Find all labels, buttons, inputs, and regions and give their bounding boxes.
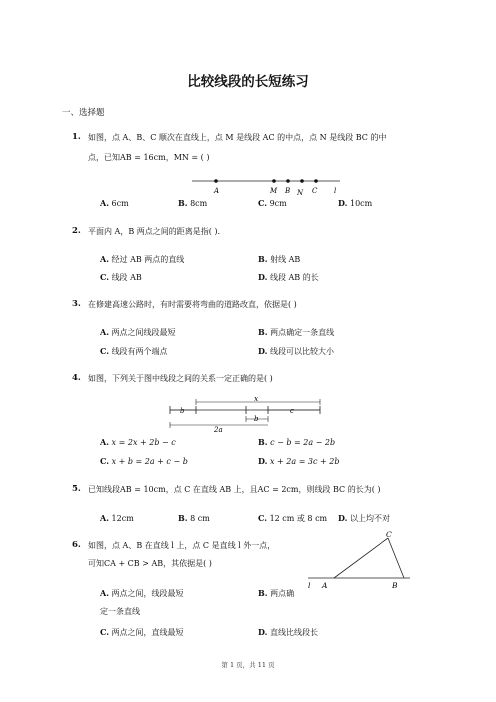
q2-option-b[interactable]: B. 射线 AB [258,254,301,264]
page-footer: 第 1 页，共 11 页 [221,661,275,669]
q6-figure [300,530,414,592]
q4-label-2a: 2a [214,426,223,433]
q3-line1: 在修建高速公路时，有时需要将弯曲的道路改直，依据是( ) [88,300,297,309]
q6-segment-ac [334,538,388,578]
q1-option-a[interactable]: A. 6cm [100,198,129,208]
q1-point-m [272,179,276,183]
page-title: 比较线段的长短练习 [187,74,309,90]
q4-option-b[interactable]: B. c − b = 2a − 2b [258,437,336,447]
q1-option-c[interactable]: C. 9cm [258,198,287,208]
q1-line1: 如图，点 A、B、C 顺次在直线上，点 M 是线段 AC 的中点，点 N 是线段 BC 的中 [88,133,387,142]
q2-number: 2. [72,226,81,236]
q6-label-l: l [308,581,311,590]
q1-point-c [314,179,318,183]
q4-label-x: x [254,394,259,403]
q1-label-b: B [285,187,291,195]
q4-line1: 如图，下列关于图中线段之间的关系一定正确的是( ) [88,374,273,383]
q4-label-b: b [180,407,185,415]
q6-option-a[interactable]: A. 两点之间，线段最短 [100,588,184,598]
q6-line1: 如图，点 A、B 在直线 l 上，点 C 是直线 l 外一点， [88,541,276,550]
q1-line2: 点，已知AB = 16cm，MN = ( ) [88,153,210,162]
q5-option-c[interactable]: C. 12 cm 或 8 cm [258,513,328,523]
q6-label-c: C [386,530,392,539]
q4-figure [164,393,330,433]
q6-option-b[interactable]: B. 两点确 [258,588,295,598]
q3-option-a[interactable]: A. 两点之间线段最短 [100,327,176,337]
q2-option-d[interactable]: D. 线段 AB 的长 [258,272,319,282]
q6-line2: 可知CA + CB > AB，其依据是( ) [88,559,212,568]
q3-option-b[interactable]: B. 两点确定一条直线 [258,327,335,337]
q1-point-n [300,179,304,183]
q4-option-c[interactable]: C. x + b = 2a + c − b [100,456,188,466]
q3-option-c[interactable]: C. 线段有两个端点 [100,346,168,356]
q2-option-c[interactable]: C. 线段 AB [100,272,142,282]
q1-label-n: N [297,189,304,196]
q5-option-a[interactable]: A. 12cm [100,513,134,523]
section-heading: 一、选择题 [62,108,105,118]
q4-number: 4. [72,373,81,383]
q1-point-a [214,179,218,183]
q5-option-b[interactable]: B. 8 cm [178,513,210,523]
q2-line1: 平面内 A，B 两点之间的距离是指( ). [88,227,221,236]
q1-label-m: M [270,187,278,195]
q4-label-c: c [290,407,294,415]
q4-label-b2: b [254,415,259,423]
q1-label-l: l [334,187,337,195]
q2-option-a[interactable]: A. 经过 AB 两点的直线 [100,254,185,264]
q4-option-d[interactable]: D. x + 2a = 3c + 2b [258,456,340,466]
q1-number: 1. [72,132,81,142]
q6-label-a: A [322,581,328,590]
q1-label-c: C [312,187,318,195]
q4-option-a[interactable]: A. x = 2x + 2b − c [100,437,176,447]
q3-option-d[interactable]: D. 线段可以比较大小 [258,346,334,356]
q5-line1: 已知线段AB = 10cm，点 C 在直线 AB 上，且AC = 2cm，则线段 BC 的长为( ) [88,485,381,494]
q1-point-b [286,179,290,183]
q6-option-c[interactable]: C. 两点之间，直线最短 [100,627,184,637]
q1-option-d[interactable]: D. 10cm [338,198,373,208]
q5-number: 5. [72,484,81,494]
q6-label-b: B [392,581,398,590]
q1-option-b[interactable]: B. 8cm [178,198,208,208]
q5-option-d[interactable]: D. 以上均不对 [338,513,390,523]
q1-figure [192,174,342,196]
q6-option-d[interactable]: D. 直线比线段长 [258,627,318,637]
q6-number: 6. [72,540,81,550]
q1-label-a: A [214,187,220,195]
q6-segment-cb [388,538,404,578]
q6-option-b-continued: 定一条直线 [100,607,140,616]
q3-number: 3. [72,299,81,309]
